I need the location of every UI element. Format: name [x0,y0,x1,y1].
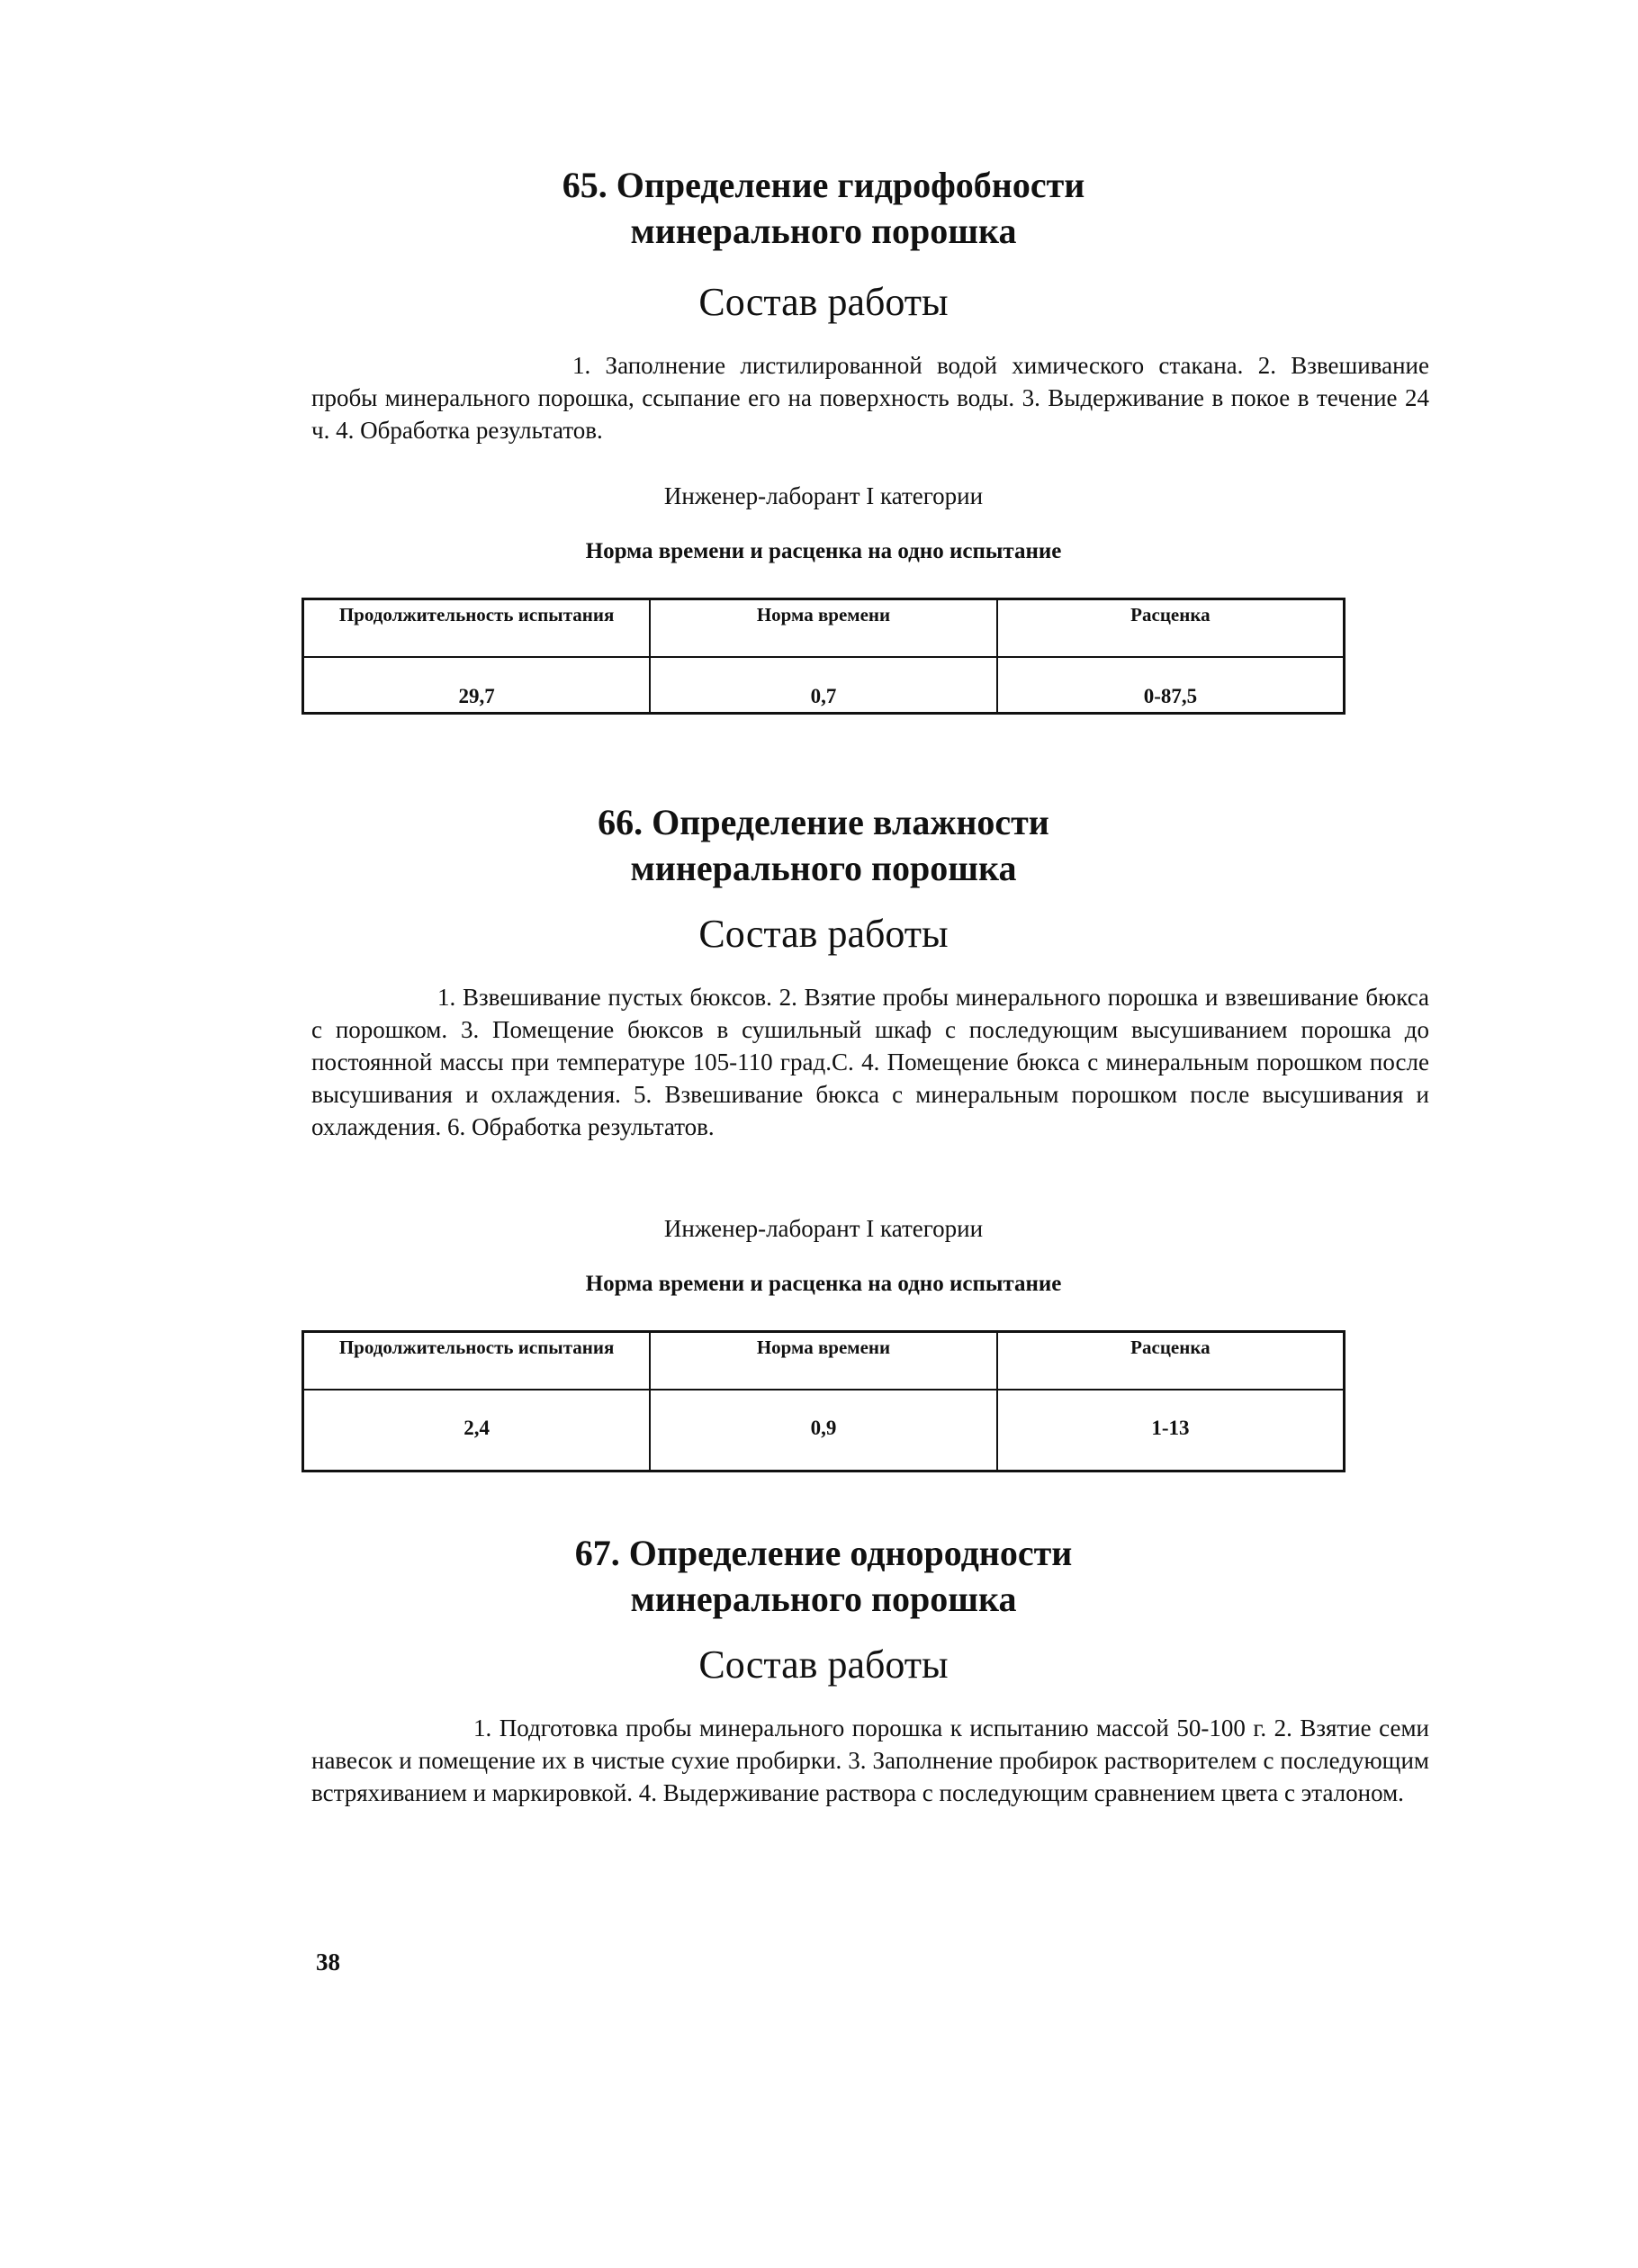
table-header: Расценка [997,599,1345,657]
title-line: 67. Определение однородности [574,1533,1073,1573]
section-subtitle: Состав работы [698,912,949,956]
table-header: Норма времени [650,599,997,657]
section-subtitle: Состав работы [698,280,949,324]
section-65-title [302,162,1346,254]
norm-heading: Норма времени и расценка на одно испытание [585,1272,1062,1296]
section-67-title [302,1530,1346,1622]
table-cell: 0,9 [650,1390,997,1472]
table-header: Продолжительность испытания [303,1332,651,1390]
section-66-title [302,799,1346,891]
section-subtitle: Состав работы [698,1642,949,1687]
table-cell: 2,4 [303,1390,651,1472]
title-line: минерального порошка [630,848,1017,888]
title-line: минерального порошка [630,211,1017,251]
norm-table [302,1330,1346,1472]
engineer-category: Инженер-лаборант I категории [663,482,984,509]
page-number: 38 [316,1948,340,1976]
norm-heading: Норма времени и расценка на одно испытание [585,539,1062,563]
title-line: минерального порошка [630,1579,1017,1619]
section-paragraph: 1. Подготовка пробы минерального порошка к испытанию массой 50-100 г. 2. Взятие семи навесок и помещение их в чистые сухие пробирки. 3. Заполнение пробирок растворителем с последующим встряхиванием и маркировкой. 4. Выдерживание раствора с последующим сравнением цвета с эталоном. [311,1714,1429,1806]
title-line: 66. Определение влажности [598,802,1049,842]
norm-table [302,598,1346,715]
table-cell: 1-13 [997,1390,1345,1472]
table-header: Норма времени [650,1332,997,1390]
table-cell: 0,7 [650,657,997,714]
section-paragraph: 1. Заполнение листилированной водой химического стакана. 2. Взвешивание пробы минерального порошка, ссыпание его на поверхность воды. 3. Выдерживание в покое в течение 24 ч. 4. Обработка результатов. [311,352,1429,444]
table-header: Продолжительность испытания [303,599,651,657]
engineer-category: Инженер-лаборант I категории [663,1215,984,1242]
table-cell: 0-87,5 [997,657,1345,714]
table-header: Расценка [997,1332,1345,1390]
title-line: 65. Определение гидрофобности [562,165,1085,205]
table-cell: 29,7 [303,657,651,714]
section-paragraph: 1. Взвешивание пустых бюксов. 2. Взятие пробы минерального порошка и взвешивание бюкса с порошком. 3. Помещение бюксов в сушильный шкаф с последующим высушиванием порошка до постоянной массы при температуре 105-110 град.С. 4. Помещение бюкса с минеральным порошком после высушивания и охлаждения. 5. Взвешивание бюкса с минеральным порошком после высушивания и охлаждения. 6. Обработка результатов. [311,984,1429,1140]
